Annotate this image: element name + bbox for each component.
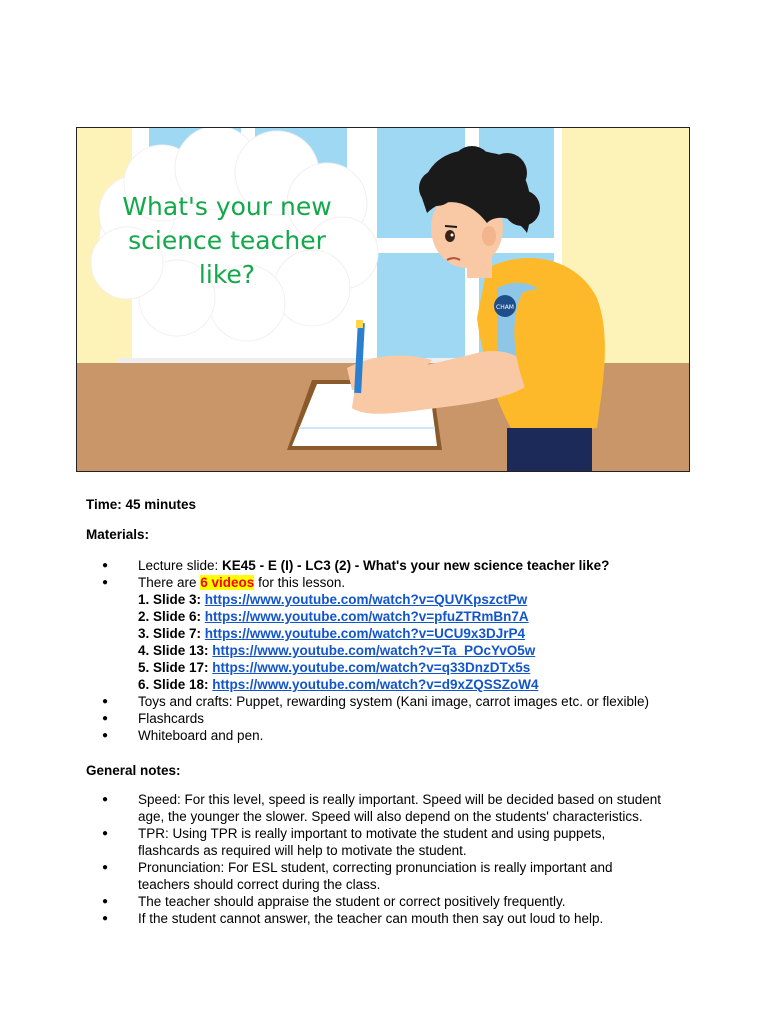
note-item: ● The teacher should appraise the student or correct positively frequently.	[86, 893, 668, 910]
badge-text: CHAM	[496, 304, 514, 311]
general-notes-list	[86, 791, 726, 927]
slide-label: 5. Slide 17:	[138, 660, 213, 675]
video-link-item	[138, 608, 726, 625]
speech-bubble-text: What's your new science teacher like?	[122, 192, 332, 289]
lesson-illustration	[76, 127, 690, 472]
general-notes-heading: General notes:	[86, 763, 181, 778]
video-link[interactable]: https://www.youtube.com/watch?v=QUVKpszctPw	[204, 592, 528, 607]
list-item-flashcards: ● Flashcards	[86, 710, 726, 727]
lecture-title: KE45 - E (I) - LC3 (2) - What's your new science teacher like?	[222, 558, 610, 573]
slide-label: 1. Slide 3:	[138, 592, 205, 607]
note-item: ● Pronunciation: For ESL student, correcting pronunciation is really important and teachers should correct during the class.	[86, 859, 668, 893]
video-link-item	[138, 659, 726, 676]
materials-list	[86, 557, 726, 744]
slide-label: 3. Slide 7:	[138, 626, 205, 641]
note-item: ● Speed: For this level, speed is really important. Speed will be decided based on student age, the younger the slower. Speed will also depend on the students' characteristics.	[86, 791, 668, 825]
videos-prefix: There are	[138, 575, 201, 590]
video-link-item	[138, 625, 726, 642]
list-item-toys: ● Toys and crafts: Puppet, rewarding system (Kani image, carrot images etc. or flexible)	[86, 693, 726, 710]
list-item-whiteboard: ● Whiteboard and pen.	[86, 727, 726, 744]
list-item-videos	[86, 574, 726, 693]
illustration-svg	[77, 128, 690, 472]
slide-label: 6. Slide 18:	[138, 677, 213, 692]
list-item-lecture	[86, 557, 726, 574]
video-link-item	[138, 676, 726, 693]
video-link[interactable]: https://www.youtube.com/watch?v=d9xZQSSZoW4	[212, 677, 539, 692]
video-link-item	[138, 642, 726, 659]
note-item: ● TPR: Using TPR is really important to motivate the student and using puppets, flashcards as required will help to motivate the student.	[86, 825, 668, 859]
video-link[interactable]: https://www.youtube.com/watch?v=Ta_POcYvO5w	[212, 643, 536, 658]
materials-heading: Materials:	[86, 527, 150, 542]
video-link[interactable]: https://www.youtube.com/watch?v=q33DnzDTx5s	[212, 660, 531, 675]
video-link[interactable]: https://www.youtube.com/watch?v=UCU9x3DJrP4	[204, 626, 525, 641]
slide-label: 4. Slide 13:	[138, 643, 213, 658]
note-item: ● If the student cannot answer, the teacher can mouth then say out loud to help.	[86, 910, 698, 927]
slide-label: 2. Slide 6:	[138, 609, 205, 624]
time-label: Time: 45 minutes	[86, 497, 197, 512]
video-link-item	[138, 591, 726, 608]
video-links-list	[138, 591, 726, 693]
video-link[interactable]: https://www.youtube.com/watch?v=pfuZTRmBn7A	[204, 609, 529, 624]
lecture-prefix: Lecture slide:	[138, 558, 223, 573]
videos-suffix: for this lesson.	[254, 575, 346, 590]
videos-count-highlight: 6 videos	[200, 575, 255, 590]
